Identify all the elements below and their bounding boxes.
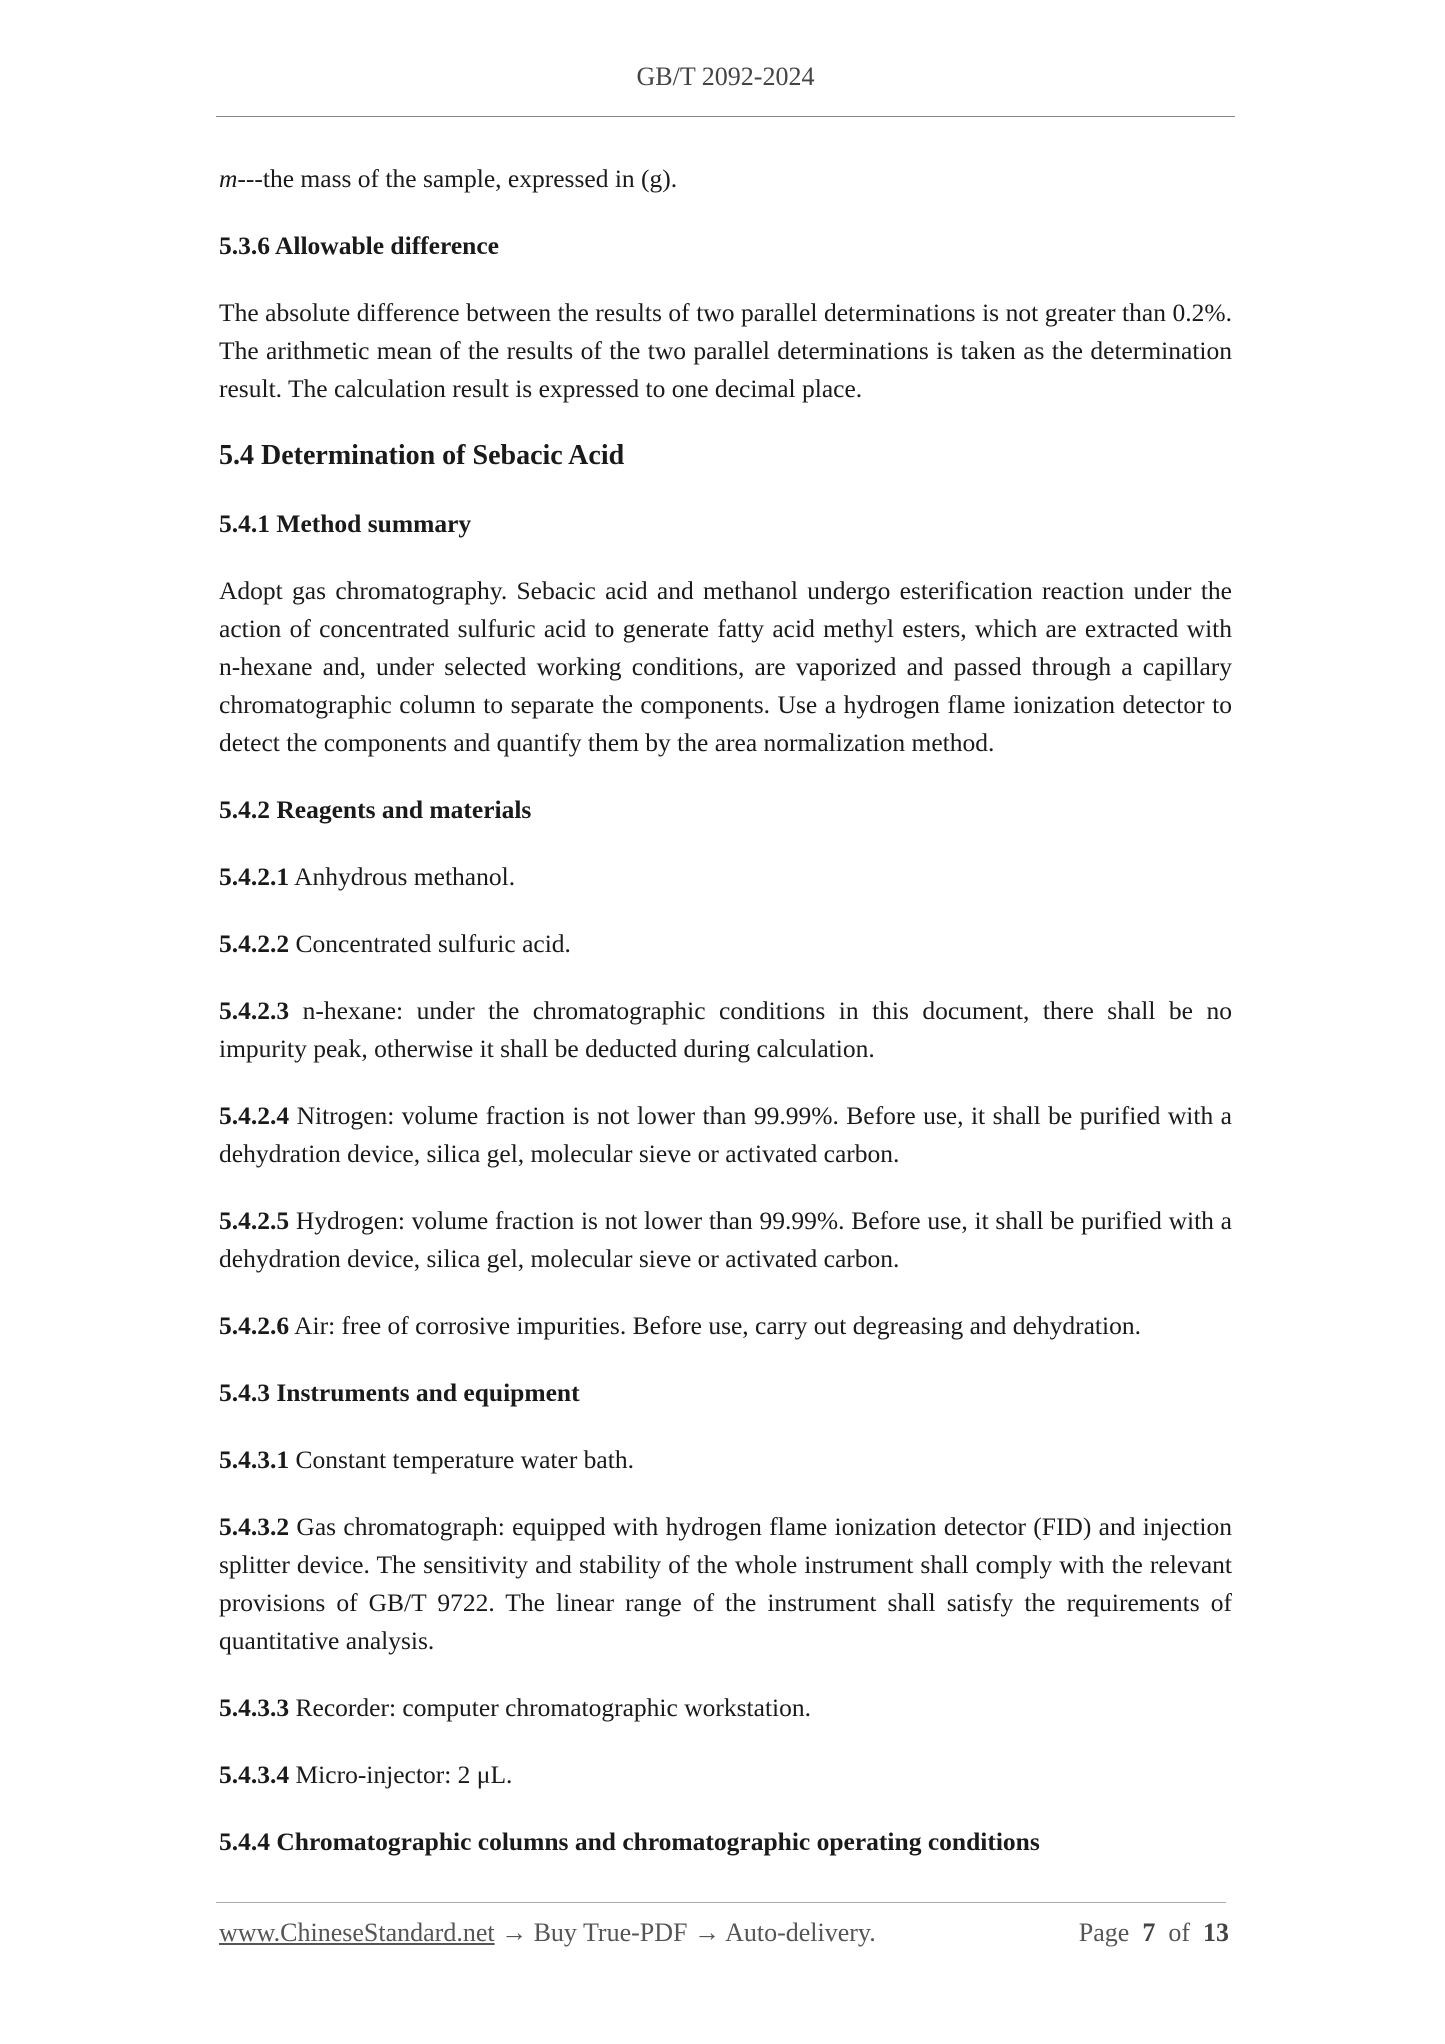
- clause-number: 5.4.3.3: [219, 1693, 290, 1722]
- clause-5-4-2-3: [219, 992, 1232, 1068]
- page-number: [1079, 1918, 1229, 1948]
- clause-5-4-3-2: [219, 1508, 1232, 1660]
- page-header: GB/T 2092-2024: [636, 62, 815, 91]
- clause-text: Hydrogen: volume fraction is not lower than 99.99%. Before use, it shall be purified with a dehydration device, silica gel, molecular sieve or activated carbon.: [219, 1206, 1232, 1273]
- section-heading-5-4-4: 5.4.4 Chromatographic columns and chromatographic operating conditions: [219, 1827, 1040, 1856]
- clause-number: 5.4.2.4: [219, 1101, 290, 1130]
- clause-text: Nitrogen: volume fraction is not lower than 99.99%. Before use, it shall be purified with a dehydration device, silica gel, molecular sieve or activated carbon.: [219, 1101, 1232, 1168]
- arrow-right-icon: →: [687, 1918, 726, 1947]
- variable-definition: [219, 160, 1232, 198]
- clause-text: Micro-injector: 2 μL.: [289, 1760, 513, 1789]
- clause-number: 5.4.3.1: [219, 1445, 290, 1474]
- page-footer: [219, 1918, 1229, 1948]
- clause-number: 5.4.2.3: [219, 996, 290, 1025]
- section-heading-5-4-2: 5.4.2 Reagents and materials: [219, 795, 532, 824]
- variable-symbol: m: [219, 164, 238, 193]
- clause-5-4-3-3: [219, 1689, 1232, 1727]
- clause-5-4-2-2: [219, 925, 1232, 963]
- paragraph-5-3-6: The absolute difference between the results of two parallel determinations is not greater than 0.2%. The arithmetic mean of the results of the two parallel determinations is taken as the determination result. The calculation result is expressed to one decimal place.: [219, 298, 1232, 403]
- clause-number: 5.4.2.1: [219, 862, 290, 891]
- clause-text: Anhydrous methanol.: [289, 862, 516, 891]
- of-label: of: [1168, 1918, 1190, 1947]
- clause-text: Gas chromatograph: equipped with hydrogen flame ionization detector (FID) and injection splitter device. The sensitivity and stability of the whole instrument shall comply with the relevant provisions of GB/T 9722. The linear range of the instrument shall satisfy the requirements of quantitative analysis.: [219, 1512, 1232, 1655]
- section-heading-5-4-1: 5.4.1 Method summary: [219, 509, 472, 538]
- clause-5-4-2-1: [219, 858, 1232, 896]
- clause-text: Air: free of corrosive impurities. Before use, carry out degreasing and dehydration.: [289, 1311, 1141, 1340]
- clause-5-4-2-4: [219, 1097, 1232, 1173]
- variable-description: ---the mass of the sample, expressed in (g).: [237, 164, 678, 193]
- clause-number: 5.4.3.4: [219, 1760, 290, 1789]
- current-page: 7: [1142, 1918, 1156, 1947]
- page-label: Page: [1078, 1918, 1130, 1947]
- clause-text: Recorder: computer chromatographic workstation.: [289, 1693, 811, 1722]
- clause-text: Concentrated sulfuric acid.: [289, 929, 571, 958]
- clause-5-4-3-1: [219, 1441, 1232, 1479]
- footer-divider: [216, 1902, 1226, 1903]
- clause-5-4-2-6: [219, 1307, 1232, 1345]
- clause-number: 5.4.2.5: [219, 1206, 290, 1235]
- document-body: [219, 160, 1232, 1890]
- section-heading-5-4: 5.4 Determination of Sebacic Acid: [219, 440, 625, 471]
- paragraph-5-4-1: Adopt gas chromatography. Sebacic acid and methanol undergo esterification reaction under the action of concentrated sulfuric acid to generate fatty acid methyl esters, which are extracted with n-hexane and, under selected working conditions, are vaporized and passed through a capillary chromatographic column to separate the components. Use a hydrogen flame ionization detector to detect the components and quantify them by the area normalization method.: [219, 576, 1232, 757]
- total-pages: 13: [1203, 1918, 1229, 1947]
- clause-number: 5.4.2.2: [219, 929, 290, 958]
- header-divider: [216, 116, 1235, 117]
- website-link[interactable]: www.ChineseStandard.net: [219, 1918, 495, 1947]
- clause-number: 5.4.2.6: [219, 1311, 290, 1340]
- clause-number: 5.4.3.2: [219, 1512, 290, 1541]
- clause-5-4-3-4: [219, 1756, 1232, 1794]
- clause-5-4-2-5: [219, 1202, 1232, 1278]
- delivery-text: Auto-delivery.: [725, 1918, 876, 1947]
- arrow-right-icon: →: [494, 1918, 534, 1947]
- clause-text: n-hexane: under the chromatographic conditions in this document, there shall be no impurity peak, otherwise it shall be deducted during calculation.: [219, 996, 1232, 1063]
- section-heading-5-3-6: 5.3.6 Allowable difference: [219, 231, 499, 260]
- buy-text: Buy True-PDF: [533, 1918, 688, 1947]
- clause-text: Constant temperature water bath.: [289, 1445, 634, 1474]
- section-heading-5-4-3: 5.4.3 Instruments and equipment: [219, 1378, 580, 1407]
